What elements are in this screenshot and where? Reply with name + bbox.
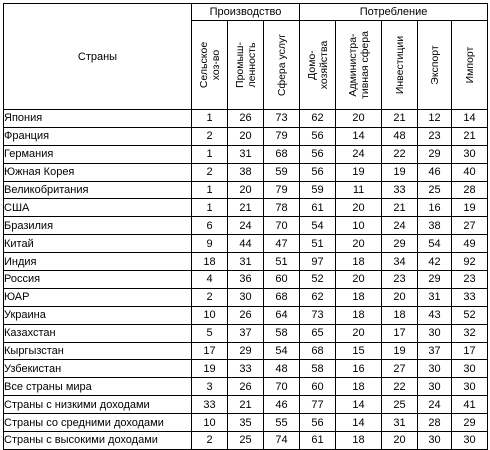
value-cell: 18 [336, 253, 382, 271]
value-cell: 18 [192, 253, 228, 271]
value-cell: 24 [336, 145, 382, 163]
table-row [4, 235, 488, 253]
value-cell: 56 [300, 414, 336, 432]
value-cell: 48 [264, 360, 300, 378]
value-cell: 33 [192, 396, 228, 414]
table-row [4, 342, 488, 360]
value-cell: 1 [192, 181, 228, 199]
value-cell: 29 [452, 414, 488, 432]
value-cell: 62 [300, 110, 336, 128]
country-name-cell: Франция [4, 127, 192, 145]
value-cell: 51 [300, 235, 336, 253]
value-cell: 59 [300, 181, 336, 199]
country-name-cell: Кыргызстан [4, 342, 192, 360]
country-name-cell: Украина [4, 306, 192, 324]
value-cell: 18 [336, 432, 382, 450]
value-cell: 56 [300, 163, 336, 181]
value-cell: 10 [192, 414, 228, 432]
value-cell: 27 [382, 360, 418, 378]
value-cell: 20 [336, 324, 382, 342]
value-cell: 44 [228, 235, 264, 253]
value-cell: 58 [300, 360, 336, 378]
country-name-cell: США [4, 199, 192, 217]
value-cell: 19 [452, 199, 488, 217]
value-cell: 20 [336, 271, 382, 289]
value-cell: 31 [228, 253, 264, 271]
value-cell: 18 [336, 306, 382, 324]
value-cell: 20 [382, 288, 418, 306]
value-cell: 24 [228, 217, 264, 235]
value-cell: 17 [452, 342, 488, 360]
value-cell: 38 [418, 217, 452, 235]
country-name-cell: Казахстан [4, 324, 192, 342]
value-cell: 18 [336, 288, 382, 306]
country-name-cell: Все страны мира [4, 378, 192, 396]
value-cell: 52 [452, 306, 488, 324]
value-cell: 19 [336, 163, 382, 181]
value-cell: 3 [192, 378, 228, 396]
value-cell: 30 [418, 432, 452, 450]
value-cell: 34 [382, 253, 418, 271]
country-name-cell: ЮАР [4, 288, 192, 306]
value-cell: 2 [192, 288, 228, 306]
value-cell: 58 [264, 324, 300, 342]
countries-header: Страны [4, 4, 192, 110]
value-cell: 19 [382, 342, 418, 360]
value-cell: 9 [192, 235, 228, 253]
value-cell: 20 [336, 235, 382, 253]
value-cell: 18 [382, 306, 418, 324]
value-cell: 11 [336, 181, 382, 199]
value-cell: 26 [228, 306, 264, 324]
value-cell: 20 [228, 181, 264, 199]
country-name-cell: Узбекистан [4, 360, 192, 378]
value-cell: 21 [382, 110, 418, 128]
table-row [4, 324, 488, 342]
value-cell: 47 [264, 235, 300, 253]
value-cell: 79 [264, 181, 300, 199]
value-cell: 73 [264, 110, 300, 128]
value-cell: 52 [300, 271, 336, 289]
consumption-group-header: Потребление [300, 4, 488, 21]
value-cell: 17 [382, 324, 418, 342]
country-name-cell: Бразилия [4, 217, 192, 235]
value-cell: 56 [300, 145, 336, 163]
table-row [4, 414, 488, 432]
country-name-cell: Страны с низкими доходами [4, 396, 192, 414]
value-cell: 31 [418, 288, 452, 306]
table-row [4, 378, 488, 396]
value-cell: 79 [264, 127, 300, 145]
value-cell: 23 [382, 271, 418, 289]
table-row [4, 288, 488, 306]
value-cell: 19 [192, 360, 228, 378]
value-cell: 14 [336, 396, 382, 414]
value-cell: 17 [192, 342, 228, 360]
table-row [4, 199, 488, 217]
col-header-services: Сфера услуг [264, 21, 300, 110]
value-cell: 20 [336, 199, 382, 217]
col-header-import: Импорт [452, 21, 488, 110]
table-row [4, 217, 488, 235]
table-row [4, 127, 488, 145]
table-row [4, 110, 488, 128]
value-cell: 68 [264, 145, 300, 163]
value-cell: 30 [452, 145, 488, 163]
value-cell: 30 [452, 432, 488, 450]
value-cell: 64 [264, 306, 300, 324]
value-cell: 68 [264, 288, 300, 306]
value-cell: 21 [228, 396, 264, 414]
value-cell: 20 [228, 127, 264, 145]
value-cell: 19 [382, 163, 418, 181]
value-cell: 22 [382, 378, 418, 396]
value-cell: 77 [300, 396, 336, 414]
value-cell: 37 [418, 342, 452, 360]
value-cell: 18 [336, 378, 382, 396]
value-cell: 48 [382, 127, 418, 145]
value-cell: 60 [264, 271, 300, 289]
value-cell: 54 [264, 342, 300, 360]
value-cell: 38 [228, 163, 264, 181]
value-cell: 49 [452, 235, 488, 253]
country-name-cell: Россия [4, 271, 192, 289]
value-cell: 31 [228, 145, 264, 163]
value-cell: 60 [300, 378, 336, 396]
value-cell: 30 [228, 288, 264, 306]
value-cell: 6 [192, 217, 228, 235]
value-cell: 12 [418, 110, 452, 128]
value-cell: 74 [264, 432, 300, 450]
value-cell: 2 [192, 127, 228, 145]
value-cell: 42 [418, 253, 452, 271]
value-cell: 68 [300, 342, 336, 360]
col-header-industry: Промыш- ленность [228, 21, 264, 110]
value-cell: 46 [418, 163, 452, 181]
value-cell: 14 [336, 414, 382, 432]
value-cell: 37 [228, 324, 264, 342]
value-cell: 28 [452, 181, 488, 199]
value-cell: 46 [264, 396, 300, 414]
value-cell: 61 [300, 432, 336, 450]
value-cell: 1 [192, 110, 228, 128]
col-header-government: Администра- тивная сфера [336, 21, 382, 110]
value-cell: 24 [382, 217, 418, 235]
country-name-cell: Япония [4, 110, 192, 128]
value-cell: 30 [452, 378, 488, 396]
value-cell: 14 [336, 127, 382, 145]
value-cell: 25 [382, 396, 418, 414]
value-cell: 29 [382, 235, 418, 253]
value-cell: 4 [192, 271, 228, 289]
value-cell: 21 [382, 199, 418, 217]
value-cell: 35 [228, 414, 264, 432]
value-cell: 65 [300, 324, 336, 342]
value-cell: 33 [382, 181, 418, 199]
col-header-investment: Инвестиции [382, 21, 418, 110]
country-name-cell: Страны со средними доходами [4, 414, 192, 432]
value-cell: 51 [264, 253, 300, 271]
value-cell: 20 [382, 432, 418, 450]
value-cell: 26 [228, 378, 264, 396]
value-cell: 41 [452, 396, 488, 414]
value-cell: 22 [382, 145, 418, 163]
value-cell: 23 [418, 127, 452, 145]
value-cell: 2 [192, 432, 228, 450]
value-cell: 21 [452, 127, 488, 145]
value-cell: 27 [452, 217, 488, 235]
value-cell: 61 [300, 199, 336, 217]
value-cell: 1 [192, 199, 228, 217]
value-cell: 25 [418, 181, 452, 199]
value-cell: 16 [418, 199, 452, 217]
table-row [4, 145, 488, 163]
value-cell: 62 [300, 288, 336, 306]
value-cell: 70 [264, 378, 300, 396]
value-cell: 54 [418, 235, 452, 253]
table-row [4, 253, 488, 271]
value-cell: 15 [336, 342, 382, 360]
value-cell: 16 [336, 360, 382, 378]
table-row [4, 396, 488, 414]
country-name-cell: Китай [4, 235, 192, 253]
economy-structure-table [3, 3, 488, 450]
value-cell: 31 [382, 414, 418, 432]
value-cell: 56 [300, 127, 336, 145]
country-name-cell: Великобритания [4, 181, 192, 199]
value-cell: 26 [228, 110, 264, 128]
country-name-cell: Южная Корея [4, 163, 192, 181]
value-cell: 30 [452, 360, 488, 378]
value-cell: 40 [452, 163, 488, 181]
value-cell: 14 [452, 110, 488, 128]
value-cell: 43 [418, 306, 452, 324]
country-name-cell: Страны с высокими доходами [4, 432, 192, 450]
value-cell: 32 [452, 324, 488, 342]
table-row [4, 432, 488, 450]
table-row [4, 360, 488, 378]
value-cell: 21 [228, 199, 264, 217]
value-cell: 29 [418, 271, 452, 289]
value-cell: 29 [228, 342, 264, 360]
value-cell: 59 [264, 163, 300, 181]
value-cell: 73 [300, 306, 336, 324]
value-cell: 55 [264, 414, 300, 432]
value-cell: 30 [418, 324, 452, 342]
value-cell: 33 [228, 360, 264, 378]
value-cell: 92 [452, 253, 488, 271]
value-cell: 20 [336, 110, 382, 128]
value-cell: 97 [300, 253, 336, 271]
table-row [4, 163, 488, 181]
value-cell: 70 [264, 217, 300, 235]
value-cell: 10 [336, 217, 382, 235]
value-cell: 33 [452, 288, 488, 306]
table-row [4, 271, 488, 289]
value-cell: 2 [192, 163, 228, 181]
value-cell: 23 [452, 271, 488, 289]
value-cell: 54 [300, 217, 336, 235]
col-header-export: Экспорт [418, 21, 452, 110]
value-cell: 36 [228, 271, 264, 289]
col-header-agriculture: Сельское хоз-во [192, 21, 228, 110]
country-name-cell: Индия [4, 253, 192, 271]
production-group-header: Производство [192, 4, 300, 21]
country-name-cell: Германия [4, 145, 192, 163]
value-cell: 29 [418, 145, 452, 163]
value-cell: 1 [192, 145, 228, 163]
value-cell: 10 [192, 306, 228, 324]
value-cell: 30 [418, 360, 452, 378]
value-cell: 24 [418, 396, 452, 414]
table-row [4, 306, 488, 324]
value-cell: 30 [418, 378, 452, 396]
value-cell: 5 [192, 324, 228, 342]
value-cell: 28 [418, 414, 452, 432]
table-row [4, 181, 488, 199]
value-cell: 78 [264, 199, 300, 217]
value-cell: 25 [228, 432, 264, 450]
col-header-households: Домо- хозяйства [300, 21, 336, 110]
